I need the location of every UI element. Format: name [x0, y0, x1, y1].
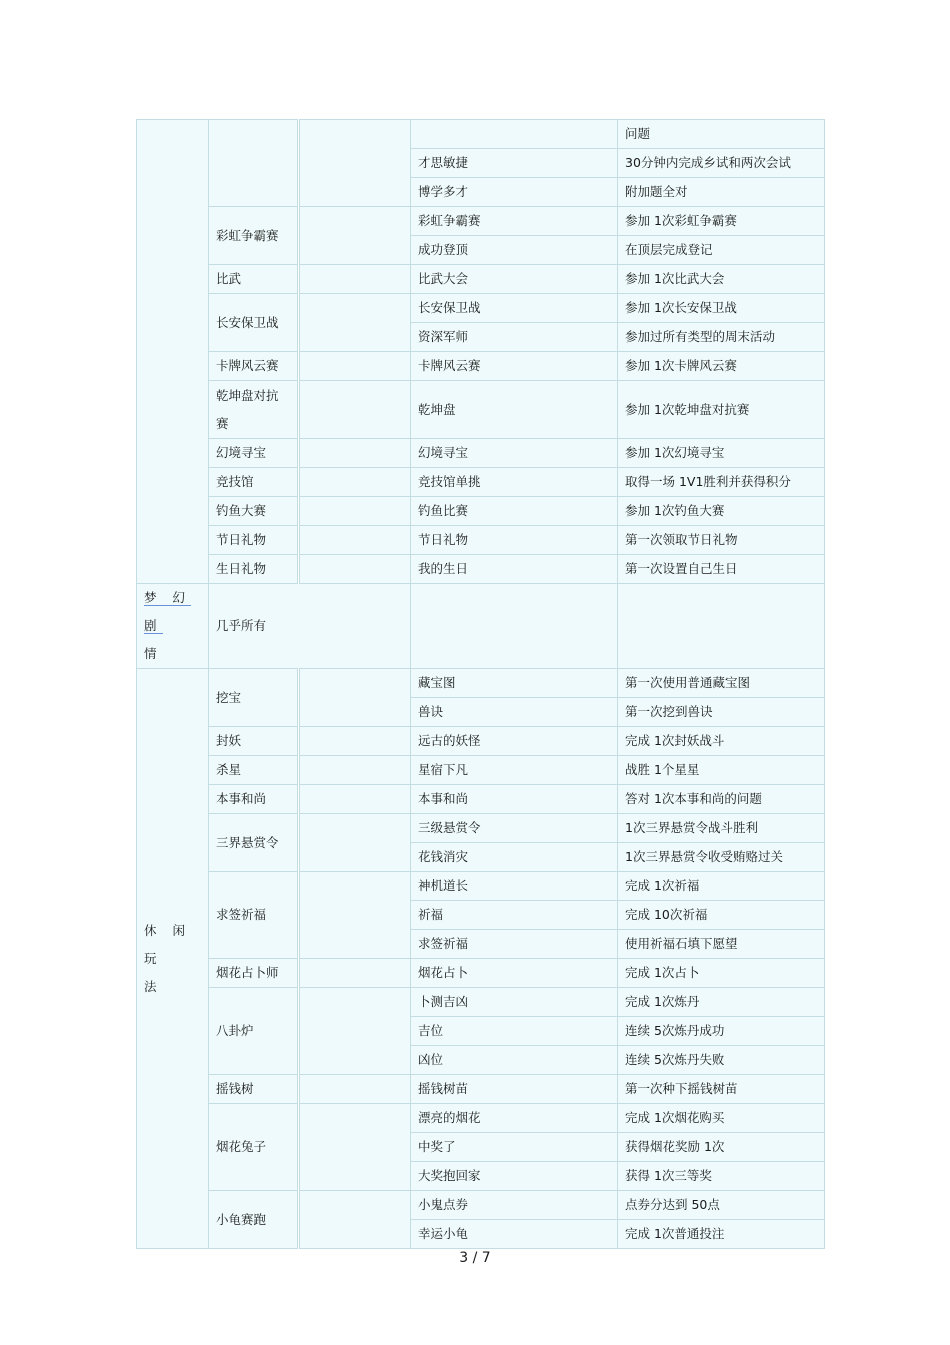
- achievement-condition: 答对 1次本事和尚的问题: [618, 785, 825, 814]
- achievement-name: 比武大会: [411, 265, 618, 294]
- achievement-condition: 获得烟花奖励 1次: [618, 1133, 825, 1162]
- achievement-table-container: [136, 119, 824, 1249]
- category-label-line2: 法: [144, 978, 163, 994]
- achievement-condition: 完成 1次烟花购买: [618, 1104, 825, 1133]
- achievement-condition: 在顶层完成登记: [618, 236, 825, 265]
- achievement-name: 彩虹争霸赛: [411, 207, 618, 236]
- activity-cell: 本事和尚: [209, 785, 299, 814]
- activity-cell: 乾坤盘对抗赛: [209, 381, 299, 439]
- achievement-condition: 点券分达到 50点: [618, 1191, 825, 1220]
- category-label: 休 闲 玩: [144, 922, 191, 966]
- activity-cell: 几乎所有: [209, 584, 411, 669]
- activity-cell: 节日礼物: [209, 526, 299, 555]
- blank-cell: [299, 439, 411, 468]
- achievement-condition: 参加 1次乾坤盘对抗赛: [618, 381, 825, 439]
- achievement-condition: 参加 1次钓鱼大赛: [618, 497, 825, 526]
- blank-cell: [299, 756, 411, 785]
- blank-cell: [299, 1191, 411, 1249]
- achievement-condition: 附加题全对: [618, 178, 825, 207]
- achievement-condition: 参加过所有类型的周末活动: [618, 323, 825, 352]
- activity-cell: 杀星: [209, 756, 299, 785]
- achievement-condition: 30分钟内完成乡试和两次会试: [618, 149, 825, 178]
- table-row: [137, 959, 825, 988]
- blank-cell: [299, 555, 411, 584]
- achievement-name: 漂亮的烟花: [411, 1104, 618, 1133]
- table-row: [137, 872, 825, 901]
- achievement-condition: 参加 1次比武大会: [618, 265, 825, 294]
- achievement-condition: 第一次种下摇钱树苗: [618, 1075, 825, 1104]
- table-row: [137, 669, 825, 698]
- blank-cell: [299, 872, 411, 959]
- table-row: [137, 381, 825, 439]
- blank-cell: [299, 468, 411, 497]
- achievement-condition: 完成 1次祈福: [618, 872, 825, 901]
- category-cell: [137, 584, 209, 669]
- achievement-name: 小鬼点券: [411, 1191, 618, 1220]
- achievement-condition: 连续 5次炼丹成功: [618, 1017, 825, 1046]
- achievement-name: 神机道长: [411, 872, 618, 901]
- achievement-condition: 参加 1次卡牌风云赛: [618, 352, 825, 381]
- achievement-condition: 第一次挖到兽诀: [618, 698, 825, 727]
- activity-cell: 烟花兔子: [209, 1104, 299, 1191]
- achievement-condition: [618, 584, 825, 669]
- achievement-name: 幻境寻宝: [411, 439, 618, 468]
- achievement-name: [411, 120, 618, 149]
- achievement-condition: 获得 1次三等奖: [618, 1162, 825, 1191]
- blank-cell: [299, 352, 411, 381]
- category-label: 梦 幻 剧: [144, 590, 191, 633]
- activity-cell: 八卦炉: [209, 988, 299, 1075]
- achievement-name: 三级悬赏令: [411, 814, 618, 843]
- table-row: [137, 785, 825, 814]
- activity-cell: 钓鱼大赛: [209, 497, 299, 526]
- activity-cell: 长安保卫战: [209, 294, 299, 352]
- table-row: [137, 294, 825, 323]
- achievement-condition: 参加 1次长安保卫战: [618, 294, 825, 323]
- table-row: [137, 584, 825, 669]
- achievement-condition: 1次三界悬赏令战斗胜利: [618, 814, 825, 843]
- achievement-name: 摇钱树苗: [411, 1075, 618, 1104]
- table-row: [137, 727, 825, 756]
- table-row: [137, 439, 825, 468]
- activity-cell: 三界悬赏令: [209, 814, 299, 872]
- achievement-condition: 完成 1次封妖战斗: [618, 727, 825, 756]
- blank-cell: [299, 727, 411, 756]
- achievement-name: 花钱消灾: [411, 843, 618, 872]
- table-row: [137, 1075, 825, 1104]
- achievement-name: 卡牌风云赛: [411, 352, 618, 381]
- achievement-condition: 完成 10次祈福: [618, 901, 825, 930]
- achievement-condition: 取得一场 1V1胜利并获得积分: [618, 468, 825, 497]
- achievement-name: 兽诀: [411, 698, 618, 727]
- achievement-name: 我的生日: [411, 555, 618, 584]
- achievement-name: 求签祈福: [411, 930, 618, 959]
- achievement-name: 烟花占卜: [411, 959, 618, 988]
- achievement-condition: 第一次设置自己生日: [618, 555, 825, 584]
- activity-cell: 彩虹争霸赛: [209, 207, 299, 265]
- blank-cell: [299, 497, 411, 526]
- achievement-condition: 连续 5次炼丹失败: [618, 1046, 825, 1075]
- achievement-name: 卜测吉凶: [411, 988, 618, 1017]
- activity-cell: 比武: [209, 265, 299, 294]
- category-cell: [137, 669, 209, 1249]
- table-row: [137, 756, 825, 785]
- activity-cell: [209, 120, 299, 207]
- achievement-condition: 第一次使用普通藏宝图: [618, 669, 825, 698]
- achievement-name: 才思敏捷: [411, 149, 618, 178]
- achievement-condition: 完成 1次占卜: [618, 959, 825, 988]
- page-number: 3 / 7: [459, 1250, 491, 1266]
- blank-cell: [299, 988, 411, 1075]
- achievement-condition: 参加 1次彩虹争霸赛: [618, 207, 825, 236]
- achievement-name: 星宿下凡: [411, 756, 618, 785]
- activity-cell: 竞技馆: [209, 468, 299, 497]
- activity-cell: 封妖: [209, 727, 299, 756]
- achievement-name: 大奖抱回家: [411, 1162, 618, 1191]
- activity-cell: 摇钱树: [209, 1075, 299, 1104]
- blank-cell: [299, 1075, 411, 1104]
- achievement-name: 远古的妖怪: [411, 727, 618, 756]
- table-row: [137, 526, 825, 555]
- achievement-name: 钓鱼比赛: [411, 497, 618, 526]
- achievement-name: 博学多才: [411, 178, 618, 207]
- blank-cell: [299, 785, 411, 814]
- achievement-name: 藏宝图: [411, 669, 618, 698]
- blank-cell: [299, 265, 411, 294]
- table-row: [137, 988, 825, 1017]
- blank-cell: [299, 120, 411, 207]
- table-row: [137, 814, 825, 843]
- achievement-table: [136, 119, 825, 1249]
- blank-cell: [299, 294, 411, 352]
- achievement-condition: 问题: [618, 120, 825, 149]
- activity-cell: 挖宝: [209, 669, 299, 727]
- blank-cell: [299, 814, 411, 872]
- blank-cell: [299, 526, 411, 555]
- achievement-name: 祈福: [411, 901, 618, 930]
- activity-cell: 烟花占卜师: [209, 959, 299, 988]
- achievement-name: 本事和尚: [411, 785, 618, 814]
- blank-cell: [299, 1104, 411, 1191]
- activity-cell: 卡牌风云赛: [209, 352, 299, 381]
- achievement-condition: 战胜 1个星星: [618, 756, 825, 785]
- achievement-condition: 使用祈福石填下愿望: [618, 930, 825, 959]
- achievement-condition: 参加 1次幻境寻宝: [618, 439, 825, 468]
- activity-cell: 小龟赛跑: [209, 1191, 299, 1249]
- table-row: [137, 207, 825, 236]
- table-row: [137, 265, 825, 294]
- achievement-name: 幸运小龟: [411, 1220, 618, 1249]
- achievement-condition: 完成 1次普通投注: [618, 1220, 825, 1249]
- table-row: [137, 1191, 825, 1220]
- achievement-name: 乾坤盘: [411, 381, 618, 439]
- category-label-line2: 情: [144, 646, 163, 661]
- achievement-name: 凶位: [411, 1046, 618, 1075]
- achievement-name: [411, 584, 618, 669]
- achievement-name: 资深军师: [411, 323, 618, 352]
- table-row: [137, 468, 825, 497]
- achievement-name: 中奖了: [411, 1133, 618, 1162]
- achievement-name: 成功登顶: [411, 236, 618, 265]
- blank-cell: [299, 669, 411, 727]
- activity-cell: 幻境寻宝: [209, 439, 299, 468]
- achievement-condition: 第一次领取节日礼物: [618, 526, 825, 555]
- achievement-condition: 1次三界悬赏令收受贿赂过关: [618, 843, 825, 872]
- table-row: [137, 1104, 825, 1133]
- blank-cell: [299, 959, 411, 988]
- achievement-condition: 完成 1次炼丹: [618, 988, 825, 1017]
- activity-cell: 求签祈福: [209, 872, 299, 959]
- table-row: [137, 352, 825, 381]
- table-row: [137, 555, 825, 584]
- blank-cell: [299, 381, 411, 439]
- blank-cell: [299, 207, 411, 265]
- achievement-name: 吉位: [411, 1017, 618, 1046]
- achievement-name: 竞技馆单挑: [411, 468, 618, 497]
- category-cell: [137, 120, 209, 584]
- activity-cell: 生日礼物: [209, 555, 299, 584]
- achievement-name: 长安保卫战: [411, 294, 618, 323]
- achievement-name: 节日礼物: [411, 526, 618, 555]
- table-row: [137, 120, 825, 149]
- table-row: [137, 497, 825, 526]
